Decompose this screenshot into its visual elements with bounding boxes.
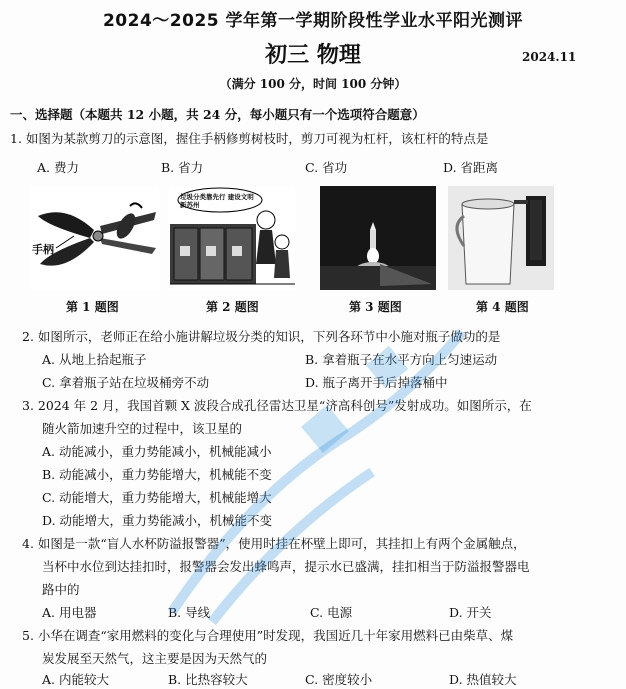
q4-option-a: A. 用电器	[42, 605, 97, 620]
exam-date: 2024.11	[522, 50, 577, 64]
exam-subject: 初三 物理	[265, 43, 361, 68]
q3-option-d: D. 动能增大，重力势能减小，机械能不变	[42, 513, 273, 528]
q2-option-a: A. 从地上拾起瓶子	[42, 352, 147, 367]
q4-option-d: D. 开关	[449, 605, 492, 620]
q4-stem-line2: 当杯中水位到达挂扣时，报警器会发出蜂鸣声，提示水已盛满，挂扣相当于防溢报警器电	[42, 559, 530, 574]
q4-stem-line1: 4. 如图是一款“盲人水杯防溢报警器”，使用时挂在杯壁上即可，其挂扣上有两个金属触点，	[22, 536, 526, 551]
figure-4-caption: 第 4 题图	[476, 300, 529, 314]
figure-1-caption: 第 1 题图	[66, 300, 119, 314]
figure-4-cup-alarm	[448, 186, 554, 290]
q5-stem-line1: 5. 小华在调查“家用燃料的变化与合理使用”时发现，我国近几十年家用燃料已由柴草、煤	[22, 628, 514, 643]
q2-option-c: C. 拿着瓶子站在垃圾桶旁不动	[42, 375, 210, 390]
q1-option-b: B. 省力	[161, 160, 204, 175]
figure-1-handle-label: 手柄	[32, 243, 54, 256]
q1-stem: 1. 如图为某款剪刀的示意图，握住手柄修剪树枝时，剪刀可视为杠杆，该杠杆的特点是	[10, 131, 489, 146]
section-heading: 一、选择题（本题共 12 小题，共 24 分，每小题只有一个选项符合题意）	[10, 107, 425, 122]
q4-option-b: B. 导线	[168, 605, 211, 620]
q5-stem-line2: 炭发展至天然气，这主要是因为天然气的	[42, 651, 268, 666]
figure-1-scissors	[30, 186, 158, 290]
q2-option-d: D. 瓶子离开手后掉落桶中	[305, 375, 448, 390]
q2-stem: 2. 如图所示，老师正在给小施讲解垃圾分类的知识，下列各环节中小施对瓶子做功的是	[22, 329, 501, 344]
q2-option-b: B. 拿着瓶子在水平方向上匀速运动	[305, 352, 498, 367]
q3-option-c: C. 动能增大，重力势能增大，机械能增大	[42, 490, 272, 505]
figure-2-trash-bins	[170, 186, 295, 290]
q5-option-a: A. 内能较大	[42, 672, 109, 687]
figure-2-caption: 第 2 题图	[206, 300, 259, 314]
figure-2-speech-bubble: 垃圾分类靠先行 建设文明新苏州	[180, 193, 254, 209]
q5-option-c: C. 密度较小	[305, 672, 373, 687]
figure-3-caption: 第 3 题图	[349, 300, 402, 314]
q3-stem-line2: 随火箭加速升空的过程中，该卫星的	[42, 421, 243, 436]
q1-option-c: C. 省功	[305, 160, 348, 175]
q5-option-b: B. 比热容较大	[168, 672, 248, 687]
q4-option-c: C. 电源	[310, 605, 353, 620]
q3-stem-line1: 3. 2024 年 2 月，我国首颗 X 波段合成孔径雷达卫星“济高科创号”发射成功。如图所示，在	[22, 398, 532, 413]
q3-option-a: A. 动能减小，重力势能减小，机械能减小	[42, 444, 272, 459]
exam-note: （满分 100 分，时间 100 分钟）	[219, 77, 407, 91]
exam-title: 2024～2025 学年第一学期阶段性学业水平阳光测评	[102, 11, 524, 31]
figure-3-rocket-launch	[320, 186, 436, 290]
q5-option-d: D. 热值较大	[449, 672, 517, 687]
q3-option-b: B. 动能减小，重力势能增大，机械能不变	[42, 467, 272, 482]
q1-option-d: D. 省距离	[443, 160, 499, 175]
q1-option-a: A. 费力	[37, 160, 79, 175]
q4-stem-line3: 路中的	[42, 582, 80, 597]
